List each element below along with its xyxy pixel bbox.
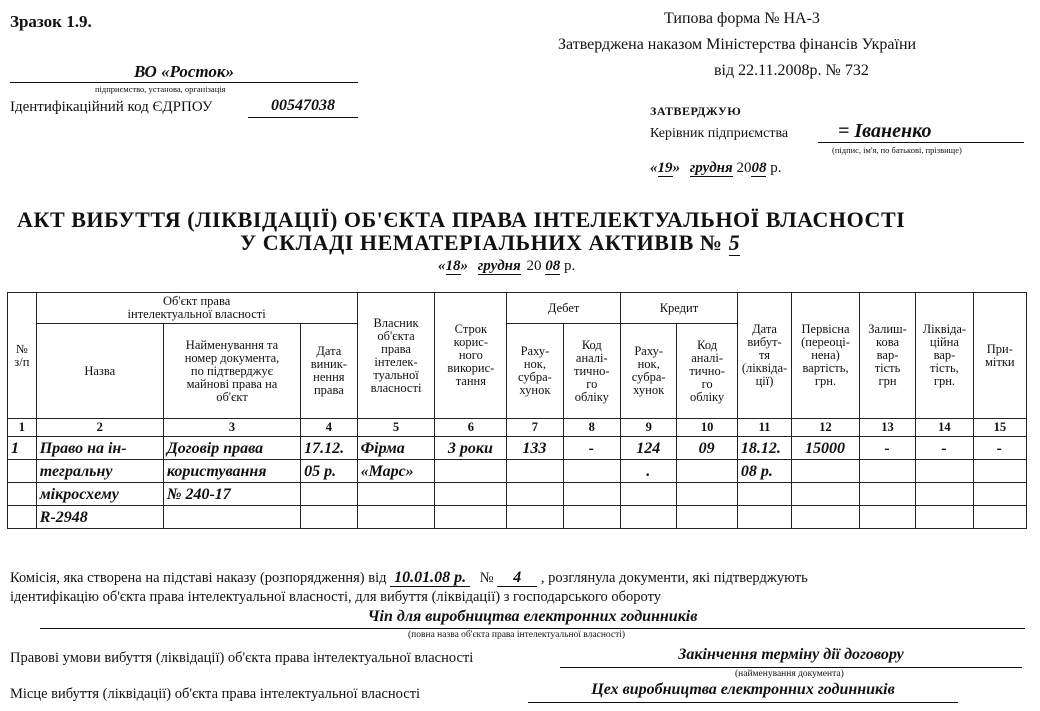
- col-group-credit: Кредит: [621, 293, 738, 324]
- table-cell: 08 р.: [737, 460, 791, 483]
- table-cell: [507, 506, 563, 529]
- col-number: 1: [8, 419, 37, 437]
- table-cell: [8, 483, 37, 506]
- table-cell: [563, 483, 620, 506]
- place-value: Цех виробництва електронних годинників: [591, 681, 895, 698]
- commission-text1: Комісія, яка створена на підставі наказу (розпорядження) від: [10, 570, 387, 586]
- commission-num-label: №: [479, 570, 494, 586]
- act-title-line1: АКТ ВИБУТТЯ (ЛІКВІДАЦІЇ) ОБ'ЄКТА ПРАВА ІНТЕЛЕКТУАЛЬНОЇ ВЛАСНОСТІ: [17, 207, 906, 232]
- table-cell: [563, 506, 620, 529]
- col-number: 7: [507, 419, 563, 437]
- place-label: Місце вибуття (ліквідації) об'єкта права інтелектуальної власності: [10, 686, 421, 702]
- act-date: «18» грудня 20 08 р.: [438, 258, 576, 274]
- table-cell: мікросхему: [36, 483, 163, 506]
- table-cell: 15000: [792, 437, 860, 460]
- approve-head-value: = Іваненко: [838, 120, 932, 142]
- table-row: [8, 437, 1027, 460]
- form-info-line2: Затверджена наказом Міністерства фінансів України: [558, 36, 917, 53]
- org-name-line: [10, 62, 358, 83]
- org-name: ВО «Росток»: [134, 62, 234, 81]
- object-caption: (повна назва об'єкта права інтелектуальної власності): [408, 630, 626, 640]
- table-cell: 124: [621, 437, 677, 460]
- table-cell: [737, 506, 791, 529]
- col-number: 10: [677, 419, 737, 437]
- table-cell: [621, 506, 677, 529]
- commission-num: 4: [497, 569, 537, 587]
- col-number: 2: [36, 419, 163, 437]
- col-number: 8: [563, 419, 620, 437]
- approve-month: грудня: [689, 160, 733, 176]
- act-month: грудня: [477, 258, 521, 274]
- asset-table: [7, 292, 1027, 529]
- table-cell: [435, 460, 507, 483]
- act-title-line2: У СКЛАДІ НЕМАТЕРІАЛЬНИХ АКТИВІВ № 5: [240, 230, 741, 255]
- act-year-suffix: р.: [563, 258, 576, 274]
- table-cell: 1: [8, 437, 37, 460]
- table-cell: [621, 483, 677, 506]
- col-number: 13: [859, 419, 915, 437]
- table-cell: R-2948: [36, 506, 163, 529]
- table-cell: [301, 506, 357, 529]
- col-number: 12: [792, 419, 860, 437]
- table-cell: [677, 483, 737, 506]
- col-number: 4: [301, 419, 357, 437]
- table-cell: 17.12.: [301, 437, 357, 460]
- approve-title: ЗАТВЕРДЖУЮ: [650, 104, 742, 118]
- table-cell: -: [859, 437, 915, 460]
- table-cell: 3 роки: [435, 437, 507, 460]
- approve-head-line: [818, 120, 1024, 143]
- org-caption: підприємство, установа, організація: [95, 84, 226, 94]
- table-cell: [163, 506, 300, 529]
- col-number: 14: [916, 419, 973, 437]
- commission-date: 10.01.08 р.: [390, 569, 470, 587]
- col-header-disp-date: Дата вибут- тя (ліквіда- ції): [737, 293, 791, 419]
- col-header-liquidation: Ліквіда- ційна вар- тість, грн.: [916, 293, 973, 419]
- table-cell: [677, 506, 737, 529]
- table-cell: [859, 483, 915, 506]
- commission-text2: , розглянула документи, які підтверджують: [540, 570, 808, 586]
- table-cell: 133: [507, 437, 563, 460]
- table-cell: Право на ін-: [36, 437, 163, 460]
- table-cell: [973, 506, 1026, 529]
- table-cell: [677, 460, 737, 483]
- approve-year-prefix: 20: [736, 160, 752, 176]
- col-number: 11: [737, 419, 791, 437]
- table-cell: 09: [677, 437, 737, 460]
- table-cell: [792, 506, 860, 529]
- col-numbers-row: [8, 419, 1027, 437]
- place-line: [528, 681, 958, 703]
- col-header-debit-acc: Раху- нок, субра- хунок: [507, 324, 563, 419]
- table-row: [8, 506, 1027, 529]
- table-cell: [916, 483, 973, 506]
- table-cell: [357, 483, 435, 506]
- table-cell: [859, 506, 915, 529]
- col-header-owner: Власник об'єкта права інтелек- туальної власності: [357, 293, 435, 419]
- col-group-object: Об'єкт права інтелектуальної власності: [36, 293, 357, 324]
- col-number: 6: [435, 419, 507, 437]
- col-group-debit: Дебет: [507, 293, 621, 324]
- table-cell: -: [916, 437, 973, 460]
- legal-caption: (найменування документа): [735, 669, 844, 679]
- approve-year: 08: [751, 160, 767, 176]
- table-body: [8, 437, 1027, 529]
- table-cell: -: [563, 437, 620, 460]
- table-row: [8, 483, 1027, 506]
- table-cell: [8, 506, 37, 529]
- table-cell: 05 р.: [301, 460, 357, 483]
- edrpou-value: 00547038: [271, 97, 335, 114]
- table-cell: [301, 483, 357, 506]
- legal-value: Закінчення терміну дії договору: [678, 646, 904, 663]
- sample-label: Зразок 1.9.: [10, 12, 92, 31]
- approve-day: 19: [657, 160, 673, 176]
- approve-head-label: Керівник підприємства: [650, 126, 789, 141]
- act-year-prefix: 20: [526, 258, 542, 274]
- col-header-debit-code: Код аналі- тично- го обліку: [563, 324, 620, 419]
- table-cell: [916, 460, 973, 483]
- table-cell: [435, 506, 507, 529]
- approve-year-suffix: р.: [770, 160, 782, 176]
- col-header-num: № з/п: [8, 293, 37, 419]
- col-header-term: Строк корис- ного викорис- тання: [435, 293, 507, 419]
- act-year: 08: [545, 258, 561, 274]
- table-cell: [916, 506, 973, 529]
- table-cell: [859, 460, 915, 483]
- col-header-notes: При- мітки: [973, 293, 1026, 419]
- table-cell: Договір права: [163, 437, 300, 460]
- table-cell: [507, 483, 563, 506]
- table-cell: [792, 460, 860, 483]
- col-header-credit-code: Код аналі- тично- го обліку: [677, 324, 737, 419]
- table-cell: .: [621, 460, 677, 483]
- approve-date: «19» грудня 2008 р.: [650, 160, 782, 176]
- table-cell: [507, 460, 563, 483]
- table-cell: -: [973, 437, 1026, 460]
- form-info-line1: Типова форма № НА-3: [664, 10, 820, 27]
- col-header-credit-acc: Раху- нок, субра- хунок: [621, 324, 677, 419]
- table-cell: «Марс»: [357, 460, 435, 483]
- edrpou-line: [248, 97, 358, 118]
- table-cell: [973, 483, 1026, 506]
- edrpou-label: Ідентифікаційний код ЄДРПОУ: [10, 99, 213, 115]
- table-cell: тегральну: [36, 460, 163, 483]
- table-cell: [973, 460, 1026, 483]
- act-number: 5: [728, 230, 741, 255]
- table-row: [8, 460, 1027, 483]
- object-name-line: [40, 608, 1025, 629]
- col-number: 3: [163, 419, 300, 437]
- legal-line: [560, 646, 1022, 668]
- col-number: 15: [973, 419, 1026, 437]
- commission-line1: [10, 569, 808, 587]
- col-number: 5: [357, 419, 435, 437]
- table-cell: [8, 460, 37, 483]
- col-header-name: Назва: [36, 324, 163, 419]
- approve-head-caption: (підпис, ім'я, по батькові, прізвище): [832, 145, 962, 155]
- commission-text3: ідентифікацію об'єкта права інтелектуальної власності, для вибуття (ліквідації) з господарського обороту: [10, 589, 661, 605]
- col-header-initial: Первісна (переоці- нена) вартість, грн.: [792, 293, 860, 419]
- act-day: 18: [445, 258, 461, 274]
- table-cell: [737, 483, 791, 506]
- col-number: 9: [621, 419, 677, 437]
- table-cell: [357, 506, 435, 529]
- table-cell: [563, 460, 620, 483]
- col-header-doc: Найменування та номер документа, по підтверджує майнові права на об'єкт: [163, 324, 300, 419]
- table-cell: [792, 483, 860, 506]
- legal-label: Правові умови вибуття (ліквідації) об'єкта права інтелектуальної власності: [10, 650, 474, 666]
- form-info-line3: від 22.11.2008р. № 732: [714, 62, 869, 79]
- table-cell: користування: [163, 460, 300, 483]
- table-cell: 18.12.: [737, 437, 791, 460]
- object-full-name: Чіп для виробництва електронних годинників: [367, 608, 698, 625]
- table-cell: [435, 483, 507, 506]
- col-header-date: Дата виник- нення права: [301, 324, 357, 419]
- table-cell: № 240-17: [163, 483, 300, 506]
- table-cell: Фірма: [357, 437, 435, 460]
- col-header-residual: Залиш- кова вар- тість грн: [859, 293, 915, 419]
